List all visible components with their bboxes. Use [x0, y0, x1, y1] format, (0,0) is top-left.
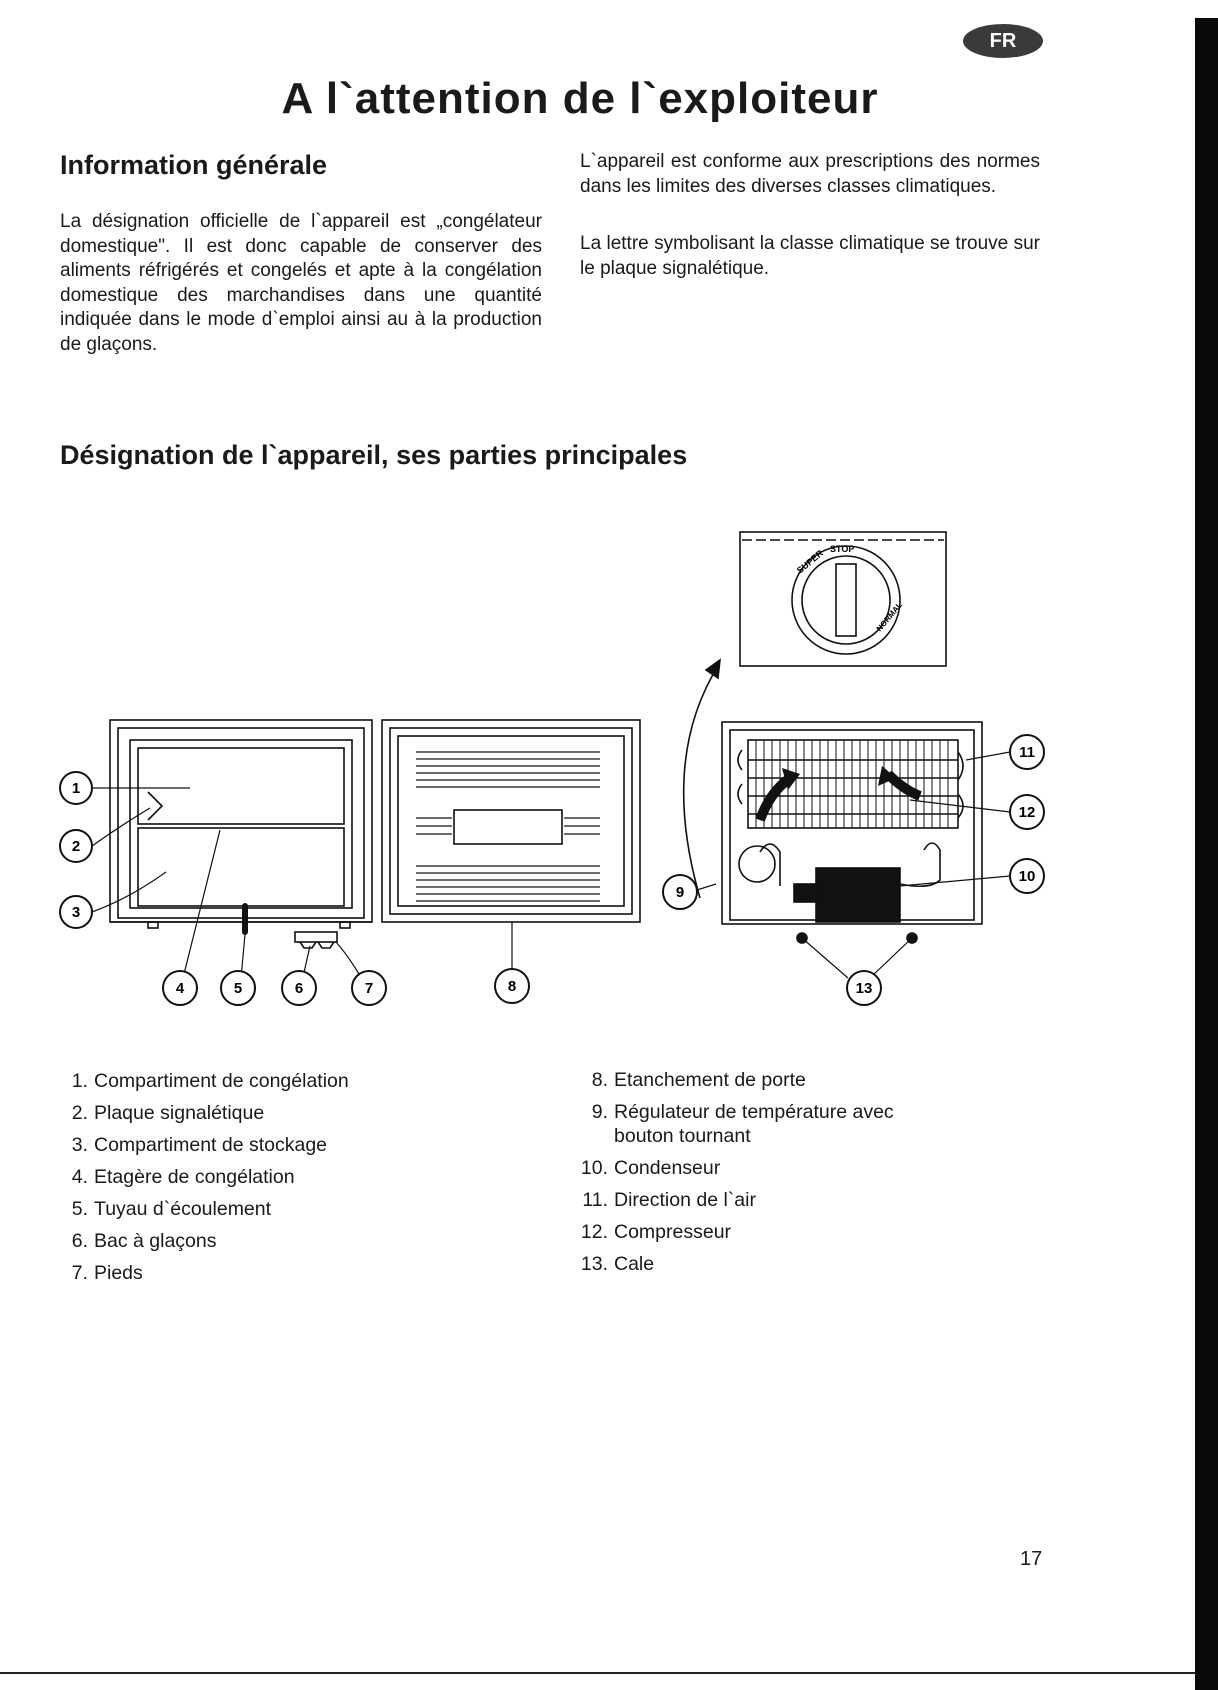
knob-label-super: SUPER — [794, 547, 826, 576]
knob-label-stop: STOP — [830, 544, 855, 554]
page-title: A l`attention de l`exploiteur — [281, 74, 879, 123]
list-item: 8. Etanchement de porte — [591, 1069, 806, 1091]
list-item: 7. Pieds — [71, 1262, 143, 1284]
callout-1 — [60, 772, 92, 804]
list-item: 1. Compartiment de congélation — [71, 1070, 349, 1092]
page-number: 17 — [1020, 1548, 1043, 1570]
svg-text:11: 11 — [1019, 744, 1035, 761]
callout-8 — [495, 969, 529, 1003]
bottom-rule — [0, 1672, 1195, 1674]
general-info-paragraph-left: La désignation officielle de l`appareil est „congélateur domestique". Il est donc capable de conserver des aliments réfrigérés et congelés et apte à la congélation domestique des marchandises dans une quantité indiquée dans le mode d`emploi ainsi au à la production de glaçons. — [60, 211, 542, 355]
svg-text:12: 12 — [1018, 804, 1036, 821]
door-back-view — [382, 720, 640, 922]
section-heading-parts: Désignation de l`appareil, ses parties principales — [60, 440, 688, 470]
callout-2 — [60, 830, 92, 862]
list-item: 12. Compresseur — [580, 1221, 732, 1243]
svg-text:13: 13 — [855, 980, 873, 997]
section-heading-general-info: Information générale — [60, 150, 328, 180]
svg-text:8: 8 — [507, 978, 517, 995]
list-item: 6. Bac à glaçons — [71, 1230, 217, 1252]
svg-text:10: 10 — [1018, 868, 1036, 885]
callout-13 — [847, 971, 881, 1005]
callout-7 — [352, 971, 386, 1005]
parts-list-left — [60, 1069, 424, 1293]
list-item: 10. Condenseur — [580, 1157, 721, 1179]
page-edge-bar — [1195, 18, 1218, 1690]
svg-text:1: 1 — [71, 780, 81, 797]
general-info-paragraph-right-1: L`appareil est conforme aux prescriptions des normes dans les limites des diverses classes climatiques. — [580, 151, 1040, 197]
knob-label-normal: NORMAL — [874, 600, 905, 634]
svg-text:4: 4 — [175, 980, 185, 997]
svg-text:5: 5 — [233, 980, 243, 997]
callout-10 — [1010, 859, 1044, 893]
list-item: 11. Direction de l`air — [582, 1189, 756, 1211]
list-item: 5. Tuyau d`écoulement — [71, 1198, 272, 1220]
callout-4 — [163, 971, 197, 1005]
svg-text:6: 6 — [294, 980, 304, 997]
list-item: 3. Compartiment de stockage — [71, 1134, 328, 1156]
callout-11 — [1010, 735, 1044, 769]
svg-text:7: 7 — [364, 980, 374, 997]
front-view — [110, 720, 372, 948]
callout-3 — [60, 896, 92, 928]
list-item: 2. Plaque signalétique — [71, 1102, 265, 1124]
svg-text:2: 2 — [71, 838, 81, 855]
parts-list-right — [580, 1068, 944, 1284]
callout-12 — [1010, 795, 1044, 829]
language-badge: FR — [963, 24, 1043, 58]
door-grille — [416, 752, 600, 901]
list-item: 13. Cale — [580, 1253, 655, 1275]
svg-text:9: 9 — [675, 884, 685, 901]
callout-9 — [663, 875, 697, 909]
svg-text:3: 3 — [71, 904, 81, 921]
general-info-paragraph-right-2: La lettre symbolisant la classe climatique se trouve sur le plaque signalétique. — [580, 233, 1040, 279]
list-item: 9. Régulateur de température avec bouton tournant — [591, 1101, 894, 1147]
callout-6 — [282, 971, 316, 1005]
callout-5 — [221, 971, 255, 1005]
list-item: 4. Etagère de congélation — [71, 1166, 295, 1188]
